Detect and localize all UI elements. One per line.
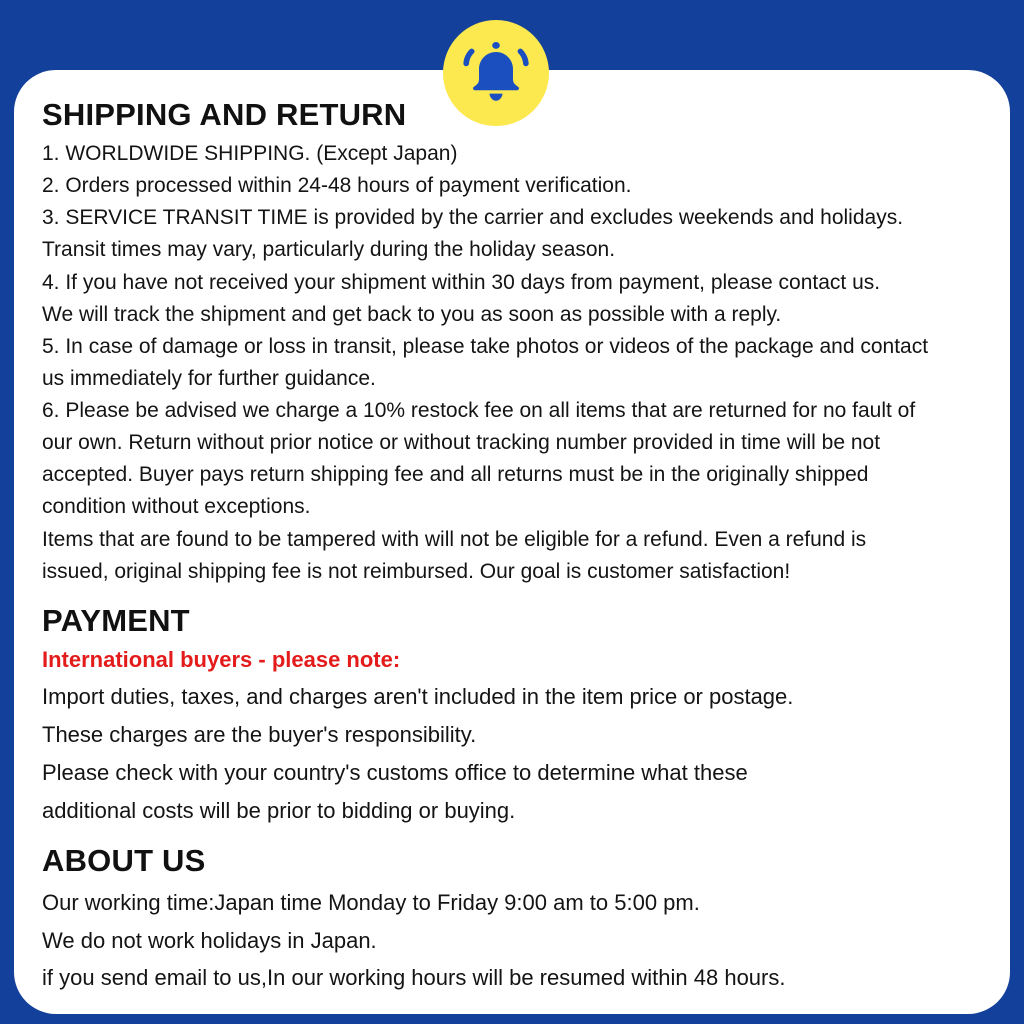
about-line: if you send email to us,In our working hours will be resumed within 48 hours. — [42, 964, 786, 990]
shipping-line: 6. Please be advised we charge a 10% restock fee on all items that are returned for no fault of — [42, 399, 916, 423]
payment-line: These charges are the buyer's responsibility. — [42, 721, 477, 747]
payment-line: Import duties, taxes, and charges aren't included in the item price or postage. — [42, 683, 794, 709]
shipping-line: us immediately for further guidance. — [42, 366, 376, 390]
payment-heading: PAYMENT — [42, 602, 190, 638]
shipping-line: accepted. Buyer pays return shipping fee and all returns must be in the originally shipped — [42, 463, 869, 487]
shipping-line: 2. Orders processed within 24-48 hours of payment verification. — [42, 174, 632, 198]
shipping-section — [42, 98, 982, 588]
content-card — [14, 70, 1010, 1014]
bell-icon — [461, 42, 531, 104]
shipping-line: issued, original shipping fee is not reimbursed. Our goal is customer satisfaction! — [42, 559, 791, 583]
about-line: We do not work holidays in Japan. — [42, 927, 377, 953]
shipping-line: condition without exceptions. — [42, 495, 311, 519]
about-heading: ABOUT US — [42, 843, 206, 879]
notification-badge — [443, 20, 549, 126]
shipping-line: Transit times may vary, particularly during the holiday season. — [42, 238, 616, 262]
about-line: Our working time:Japan time Monday to Friday 9:00 am to 5:00 pm. — [42, 890, 700, 916]
payment-line: additional costs will be prior to bidding or buying. — [42, 797, 516, 823]
shipping-line: 3. SERVICE TRANSIT TIME is provided by the carrier and excludes weekends and holidays. — [42, 206, 904, 230]
international-buyers-note: International buyers - please note: — [42, 646, 401, 672]
shipping-line: We will track the shipment and get back to you as soon as possible with a reply. — [42, 302, 782, 326]
about-section — [42, 844, 982, 996]
payment-line: Please check with your country's customs office to determine what these — [42, 759, 748, 785]
shipping-line: 4. If you have not received your shipment within 30 days from payment, please contact us. — [42, 270, 881, 294]
shipping-line: our own. Return without prior notice or without tracking number provided in time will be not — [42, 431, 881, 455]
shipping-heading: SHIPPING AND RETURN — [42, 97, 407, 132]
shipping-line: 1. WORLDWIDE SHIPPING. (Except Japan) — [42, 142, 458, 166]
payment-section — [42, 604, 982, 830]
shipping-line: Items that are found to be tampered with will not be eligible for a refund. Even a refund is — [42, 527, 867, 551]
shipping-line: 5. In case of damage or loss in transit, please take photos or videos of the package and contact — [42, 334, 929, 358]
